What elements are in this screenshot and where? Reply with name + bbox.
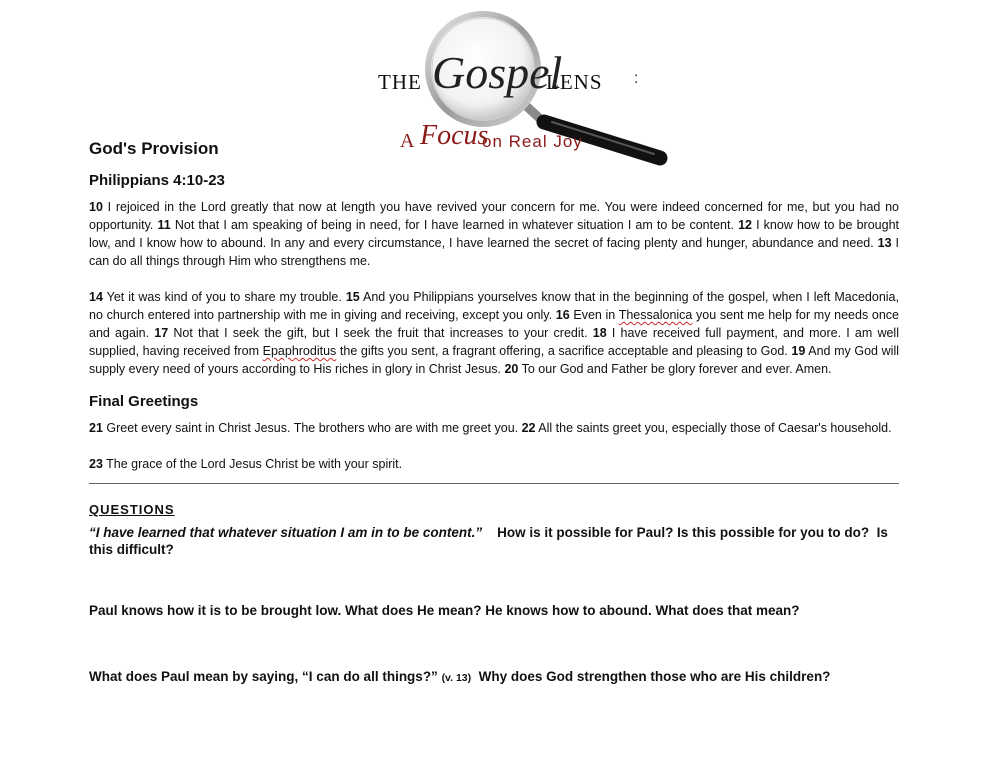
verse-text: the gifts you sent, a fragrant offering, a sacrifice acceptable and pleasing to God.	[336, 344, 792, 358]
verse-text: Greet every saint in Christ Jesus. The brothers who are with me greet you.	[102, 421, 522, 435]
verse-text: And you Philippians yourselves know that in the beginning of the gospel, when I left Macedonia, no church entered into partnership with me in giving and receiving, except you only.	[89, 290, 899, 322]
verse-number: 23	[89, 457, 103, 471]
verse-text: Not that I seek the gift, but I seek the fruit that increases to your credit.	[168, 326, 593, 340]
verse-text: I have received full payment, and more. I am well supplied, having received from	[89, 326, 899, 358]
verse-number: 19	[791, 344, 806, 358]
verse-number: 15	[345, 290, 360, 304]
question-2: Paul knows how it is to be brought low. What does He mean? He knows how to abound. What does that mean?	[89, 603, 800, 618]
verse-text: I rejoiced in the Lord greatly that now at length you have revived your concern for me. You were indeed concerned for me, but you had no opportunity.	[89, 200, 899, 232]
verse-text: I can do all things through Him who strengthens me.	[89, 236, 899, 268]
verse-number: 16	[555, 308, 570, 322]
question-1-text: How is it possible for Paul? Is this possible for you to do? Is this difficult?	[89, 525, 892, 557]
verse-text: Yet it was kind of you to share my trouble.	[102, 290, 346, 304]
passage-reference: Philippians 4:10-23	[89, 172, 225, 189]
verse-number: 18	[592, 326, 607, 340]
passage-paragraph-1	[89, 198, 899, 270]
logo-lens-text: LENS	[546, 70, 603, 94]
verse-number: 17	[154, 326, 169, 340]
logo-tagline-a: A	[400, 130, 415, 152]
question-3-text-cont: Why does God strengthen those who are His children?	[471, 669, 831, 684]
verse-number: 11	[157, 218, 171, 232]
questions-heading: QUESTIONS	[89, 502, 175, 517]
passage-paragraph-2	[89, 288, 899, 378]
verse-number: 20	[504, 362, 519, 376]
verse-number: 13	[877, 236, 892, 250]
verse-text: Even in	[569, 308, 619, 322]
spellcheck-word[interactable]: Epaphroditus	[262, 344, 337, 358]
passage-paragraph-3	[89, 419, 899, 437]
verse-text: All the saints greet you, especially those of Caesar's household.	[535, 421, 892, 435]
section-divider	[89, 483, 899, 484]
question-1-quote: “I have learned that whatever situation I am in to be content.”	[89, 525, 483, 540]
question-3-text: What does Paul mean by saying, “I can do all things?”	[89, 669, 442, 684]
verse-reference: (v. 13)	[441, 672, 472, 684]
document-body	[89, 138, 899, 687]
spellcheck-word[interactable]: Thessalonica	[618, 308, 693, 322]
logo-tagline-focus: Focus	[420, 120, 489, 151]
verse-number: 10	[89, 200, 103, 214]
page-title: God's Provision	[89, 139, 219, 158]
verse-text: I know how to be brought low, and I know how to abound. In any and every circumstance, I have learned the secret of facing plenty and hunger, abundance and need.	[89, 218, 899, 250]
logo-gospel-text: Gospel	[432, 47, 563, 98]
logo-colon: :	[634, 70, 639, 87]
verse-number: 22	[521, 421, 536, 435]
verse-text: And my God will supply every need of yours according to His riches in glory in Christ Jesus.	[89, 344, 899, 376]
verse-number: 12	[738, 218, 752, 232]
verse-number: 14	[89, 290, 103, 304]
passage-paragraph-4	[89, 455, 899, 473]
verse-number: 21	[89, 421, 103, 435]
logo-tagline-rest: on Real Joy	[482, 132, 583, 151]
verse-text: Not that I am speaking of being in need, for I have learned in whatever situation I am to be content.	[170, 218, 739, 232]
question-1	[89, 524, 892, 558]
verse-text: you sent me help for my needs once and again.	[89, 308, 899, 340]
logo-the-text: THE	[378, 70, 422, 94]
section-heading-final-greetings: Final Greetings	[89, 393, 199, 410]
verse-text: The grace of the Lord Jesus Christ be with your spirit.	[102, 457, 403, 471]
verse-text: To our God and Father be glory forever and ever. Amen.	[518, 362, 832, 376]
question-3	[89, 668, 899, 687]
